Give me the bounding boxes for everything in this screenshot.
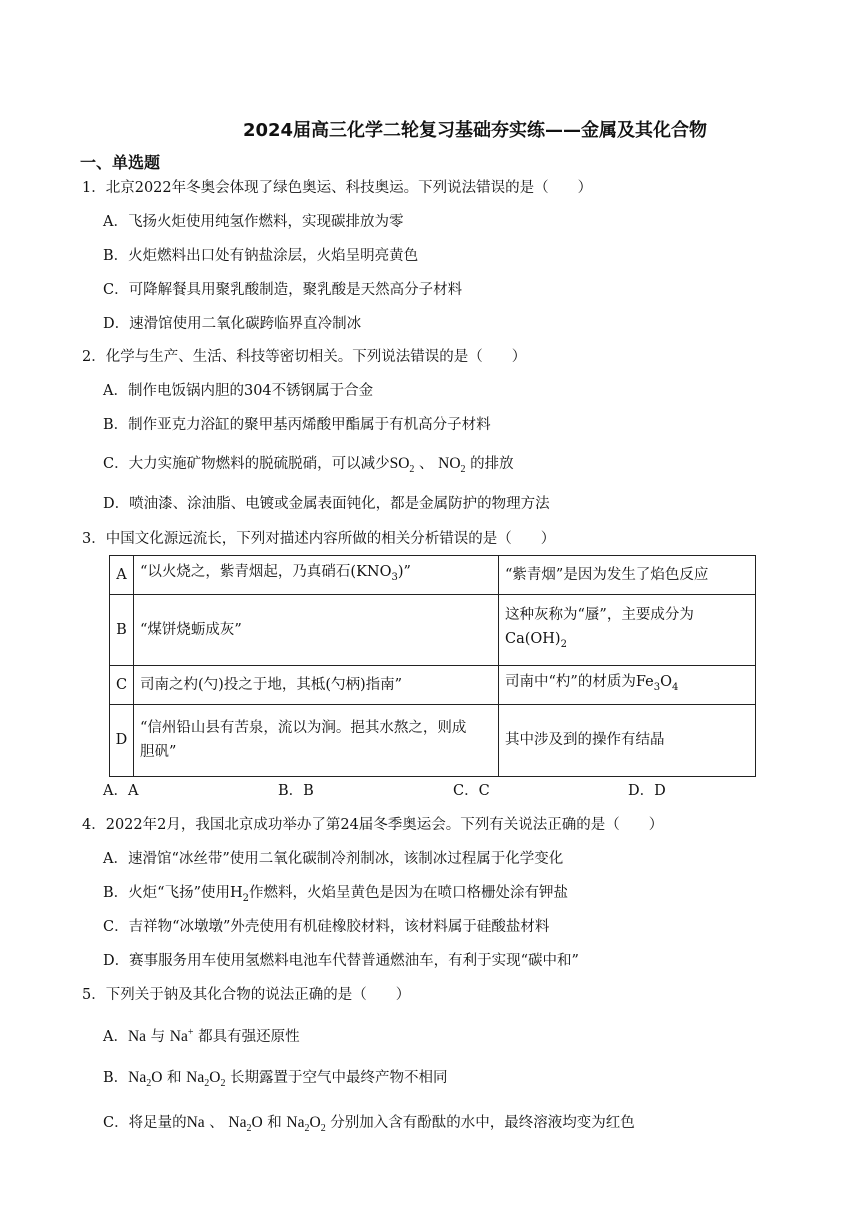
question-2-option-b: B．制作亚克力浴缸的聚甲基丙烯酸甲酯属于有机高分子材料 xyxy=(103,417,491,433)
question-2-option-c: C．大力实施矿物燃料的脱硫脱硝，可以减少$SO_2$ 、 $NO_2$ 的排放 xyxy=(103,455,514,476)
table-row xyxy=(110,556,756,595)
table-row xyxy=(110,704,756,776)
table-row xyxy=(110,594,756,665)
question-1-option-a: A．飞扬火炬使用纯氢作燃料，实现碳排放为零 xyxy=(103,214,404,230)
page-title: 2024届高三化学二轮复习基础夯实练——金属及其化合物 xyxy=(242,120,708,141)
question-3-choice-c: C．C xyxy=(453,783,490,799)
question-5-option-b: B．$Na_2O$ 和 $Na_2O_2$ 长期露置于空气中最终产物不相同 xyxy=(103,1069,448,1090)
question-3-choice-a: A．A xyxy=(103,783,139,799)
row-key: C xyxy=(110,665,134,704)
row-description: 司南之杓(勺)投之于地，其柢(勺柄)指南” xyxy=(134,665,499,704)
question-4-stem: 4．2022年2月，我国北京成功举办了第24届冬季奥运会。下列有关说法正确的是（ ） xyxy=(82,817,664,833)
question-3-choice-d: D．D xyxy=(628,783,666,799)
row-key: D xyxy=(110,704,134,776)
question-5-option-c: C．将足量的Na 、 $Na_2O$ 和 $Na_2O_2$ 分别加入含有酚酞的水中，最终溶液均变为红色 xyxy=(103,1114,635,1135)
question-1-option-c: C．可降解餐具用聚乳酸制造，聚乳酸是天然高分子材料 xyxy=(103,282,463,298)
question-2-option-d: D．喷油漆、涂油脂、电镀或金属表面钝化，都是金属防护的物理方法 xyxy=(103,496,550,512)
question-1-stem: 1．北京2022年冬奥会体现了绿色奥运、科技奥运。下列说法错误的是（ ） xyxy=(82,180,593,196)
row-analysis: 这种灰称为“蜃”，主要成分为 $Ca(OH)_2$ xyxy=(499,594,756,665)
question-1-option-d: D．速滑馆使用二氧化碳跨临界直冷制冰 xyxy=(103,316,362,332)
question-4-option-b: B．火炬“飞扬”使用$H_2$作燃料，火焰呈黄色是因为在喷口格栅处涂有钾盐 xyxy=(103,885,569,904)
question-1-option-b: B．火炬燃料出口处有钠盐涂层，火焰呈明亮黄色 xyxy=(103,248,419,264)
row-analysis: 其中涉及到的操作有结晶 xyxy=(499,704,756,776)
row-analysis: “紫青烟”是因为发生了焰色反应 xyxy=(499,556,756,595)
row-key: B xyxy=(110,594,134,665)
question-2-option-a: A．制作电饭锅内胆的304不锈钢属于合金 xyxy=(103,383,374,399)
question-5-stem: 5．下列关于钠及其化合物的说法正确的是（ ） xyxy=(82,987,411,1003)
question-4-option-a: A．速滑馆“冰丝带”使用二氧化碳制冷剂制冰，该制冰过程属于化学变化 xyxy=(103,851,564,867)
question-5-option-a: A．Na 与 Na+ 都具有强还原性 xyxy=(103,1027,300,1046)
row-description: “以火烧之，紫青烟起，乃真硝石$(KNO_3)$” xyxy=(134,556,499,595)
question-4-option-c: C．吉祥物“冰墩墩”外壳使用有机硅橡胶材料，该材料属于硅酸盐材料 xyxy=(103,919,550,935)
row-description: “信州铅山县有苦泉，流以为涧。挹其水熬之，则成 胆矾” xyxy=(134,704,499,776)
row-description: “煤饼烧蛎成灰” xyxy=(134,594,499,665)
question-4-option-d: D．赛事服务用车使用氢燃料电池车代替普通燃油车，有利于实现“碳中和” xyxy=(103,953,579,969)
question-3-table xyxy=(109,555,756,777)
row-key: A xyxy=(110,556,134,595)
row-analysis: 司南中“杓”的材质为$Fe_3O_4$ xyxy=(499,665,756,704)
question-2-stem: 2．化学与生产、生活、科技等密切相关。下列说法错误的是（ ） xyxy=(82,349,527,365)
section-heading: 一、单选题 xyxy=(80,153,161,172)
question-3-stem: 3．中国文化源远流长，下列对描述内容所做的相关分析错误的是（ ） xyxy=(82,531,556,547)
table-row xyxy=(110,665,756,704)
question-3-choice-b: B．B xyxy=(278,783,314,799)
